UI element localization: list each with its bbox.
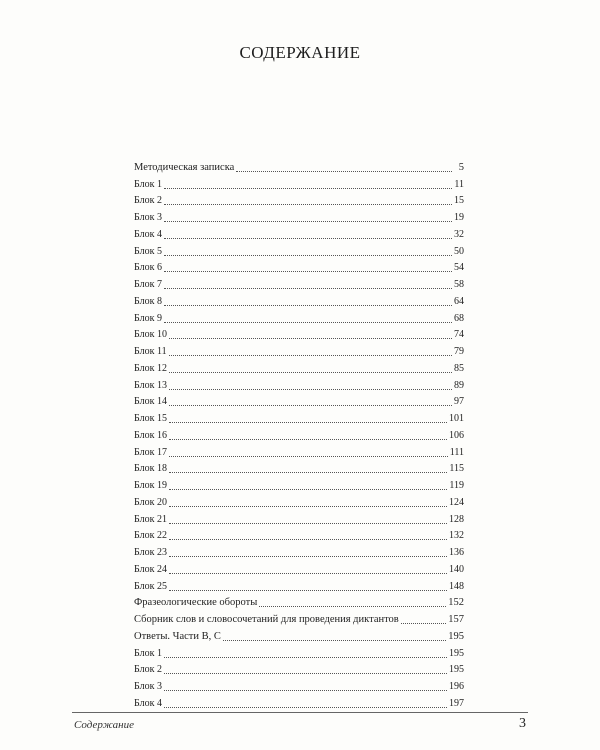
toc-entry-label: Блок 3 xyxy=(134,212,162,223)
toc-entry xyxy=(134,593,464,610)
toc-entry-page: 111 xyxy=(449,446,464,458)
toc-dot-leader xyxy=(236,162,452,172)
toc-entry-page: 74 xyxy=(454,329,464,341)
toc-entry-label: Блок 15 xyxy=(134,413,167,424)
toc-entry xyxy=(134,676,464,693)
toc-entry-page: 5 xyxy=(458,161,464,173)
toc-dot-leader xyxy=(169,514,447,524)
toc-dot-leader xyxy=(164,664,447,674)
toc-dot-leader xyxy=(169,346,452,356)
toc-dot-leader xyxy=(169,413,447,423)
toc-entry-label: Блок 7 xyxy=(134,279,162,290)
toc-entry xyxy=(134,660,464,677)
toc-entry-label: Блок 16 xyxy=(134,429,167,441)
toc-dot-leader xyxy=(164,313,452,323)
toc-entry-page: 115 xyxy=(449,463,464,475)
toc-dot-leader xyxy=(169,564,447,574)
toc-entry xyxy=(134,609,464,626)
toc-entry-label: Блок 25 xyxy=(134,580,167,592)
toc-entry-page: 79 xyxy=(454,346,464,357)
toc-dot-leader xyxy=(169,463,447,473)
toc-entry xyxy=(134,542,464,559)
toc-entry-label: Блок 2 xyxy=(134,664,162,676)
toc-entry xyxy=(134,442,464,459)
toc-entry-label: Блок 14 xyxy=(134,396,167,408)
toc-entry xyxy=(134,191,464,208)
toc-entry-page: 89 xyxy=(454,379,464,391)
toc-entry-label: Блок 5 xyxy=(134,245,162,257)
toc-entry xyxy=(134,274,464,291)
toc-entry xyxy=(134,576,464,593)
toc-entry-page: 152 xyxy=(448,597,464,609)
toc-entry-label: Блок 13 xyxy=(134,379,167,391)
toc-entry-label: Блок 8 xyxy=(134,295,162,307)
toc-entry-label: Блок 6 xyxy=(134,262,162,274)
toc-entry-page: 132 xyxy=(449,530,464,542)
toc-entry xyxy=(134,693,464,710)
toc-entry xyxy=(134,408,464,425)
footer-page-number: 3 xyxy=(519,716,526,731)
toc-entry-page: 128 xyxy=(449,513,464,525)
toc-dot-leader xyxy=(169,430,447,440)
footer-divider xyxy=(72,712,528,713)
toc-entry-label: Блок 9 xyxy=(134,312,162,324)
toc-entry-page: 54 xyxy=(454,262,464,274)
toc-entry xyxy=(134,224,464,241)
toc-entry-label: Блок 21 xyxy=(134,513,167,525)
toc-entry-page: 58 xyxy=(454,279,464,290)
toc-entry-page: 124 xyxy=(449,496,464,508)
toc-dot-leader xyxy=(164,212,452,222)
toc-entry-label: Блок 3 xyxy=(134,681,162,692)
toc-entry-label: Блок 4 xyxy=(134,697,162,709)
toc-entry-label: Ответы. Части В, С xyxy=(134,630,221,642)
toc-entry xyxy=(134,643,464,660)
toc-dot-leader xyxy=(169,547,447,557)
toc-entry-page: 68 xyxy=(454,312,464,324)
toc-dot-leader xyxy=(164,648,447,658)
toc-entry xyxy=(134,174,464,191)
toc-entry xyxy=(134,626,464,643)
toc-entry-label: Методическая записка xyxy=(134,161,235,173)
toc-entry xyxy=(134,526,464,543)
toc-entry xyxy=(134,509,464,526)
toc-entry-page: 50 xyxy=(454,245,464,257)
toc-entry-page: 140 xyxy=(449,563,464,575)
footer-section-title: Содержание xyxy=(74,719,135,731)
toc-entry-page: 157 xyxy=(448,614,464,625)
toc-dot-leader xyxy=(169,396,452,406)
toc-dot-leader xyxy=(169,380,452,390)
toc-entry-page: 119 xyxy=(449,480,464,491)
toc-entry-label: Блок 18 xyxy=(134,463,167,475)
toc-entry-label: Блок 12 xyxy=(134,362,167,374)
toc-entry-label: Блок 1 xyxy=(134,647,162,659)
toc-entry xyxy=(134,559,464,576)
toc-entry-page: 197 xyxy=(449,697,464,709)
toc-entry-label: Блок 10 xyxy=(134,329,167,341)
toc-entry-page: 101 xyxy=(449,413,464,424)
toc-entry-page: 195 xyxy=(448,630,464,642)
toc-entry-label: Блок 22 xyxy=(134,530,167,542)
toc-entry xyxy=(134,358,464,375)
toc-entry-page: 64 xyxy=(454,295,464,307)
toc-dot-leader xyxy=(164,262,452,272)
toc-entry-page: 19 xyxy=(454,212,464,223)
toc-entry xyxy=(134,241,464,258)
toc-dot-leader xyxy=(259,597,446,607)
toc-dot-leader xyxy=(164,681,447,691)
toc-entry-label: Блок 2 xyxy=(134,195,162,207)
toc-entry-label: Блок 23 xyxy=(134,547,167,558)
toc-entry xyxy=(134,291,464,308)
toc-dot-leader xyxy=(169,497,447,507)
toc-dot-leader xyxy=(169,480,447,490)
toc-entry-page: 195 xyxy=(449,664,464,676)
toc-entry-label: Блок 20 xyxy=(134,496,167,508)
toc-entry xyxy=(134,375,464,392)
toc-entry xyxy=(134,459,464,476)
toc-dot-leader xyxy=(169,447,448,457)
toc-dot-leader xyxy=(169,363,452,373)
toc-entry-page: 195 xyxy=(449,647,464,659)
toc-dot-leader xyxy=(169,329,452,339)
toc-entry xyxy=(134,492,464,509)
toc-entry xyxy=(134,207,464,224)
toc-entry-label: Блок 19 xyxy=(134,480,167,491)
toc-dot-leader xyxy=(164,179,452,189)
toc-entry-page: 97 xyxy=(454,396,464,408)
toc-entry-page: 32 xyxy=(454,228,464,240)
toc-entry xyxy=(134,392,464,409)
toc-dot-leader xyxy=(223,631,446,641)
toc-entry-label: Блок 17 xyxy=(134,446,167,458)
toc-entry-label: Фразеологические обороты xyxy=(134,597,258,609)
toc-entry-page: 11 xyxy=(454,178,464,190)
toc-dot-leader xyxy=(164,296,452,306)
toc-entry-label: Блок 24 xyxy=(134,563,167,575)
toc-entry-label: Блок 1 xyxy=(134,178,162,190)
toc-dot-leader xyxy=(164,229,452,239)
toc-dot-leader xyxy=(164,698,447,708)
toc-entry-page: 85 xyxy=(454,362,464,374)
toc-entry-label: Сборник слов и словосочетаний для проведения диктантов xyxy=(134,614,399,625)
toc-entry-page: 196 xyxy=(449,681,464,692)
page-title: СОДЕРЖАНИЕ xyxy=(239,43,361,62)
toc-entry-label: Блок 4 xyxy=(134,228,162,240)
toc-entry-label: Блок 11 xyxy=(134,346,167,357)
toc-entry-page: 106 xyxy=(449,429,464,441)
toc-dot-leader xyxy=(164,195,452,205)
toc-dot-leader xyxy=(401,614,446,624)
table-of-contents xyxy=(134,157,464,710)
toc-entry xyxy=(134,157,464,174)
toc-entry xyxy=(134,308,464,325)
toc-entry-page: 136 xyxy=(449,547,464,558)
toc-entry xyxy=(134,425,464,442)
toc-dot-leader xyxy=(164,246,452,256)
toc-entry xyxy=(134,475,464,492)
toc-entry-page: 15 xyxy=(454,195,464,207)
toc-entry xyxy=(134,325,464,342)
toc-entry xyxy=(134,341,464,358)
toc-dot-leader xyxy=(164,279,452,289)
toc-entry-page: 148 xyxy=(449,580,464,592)
toc-dot-leader xyxy=(169,581,447,591)
toc-entry xyxy=(134,258,464,275)
toc-dot-leader xyxy=(169,530,447,540)
